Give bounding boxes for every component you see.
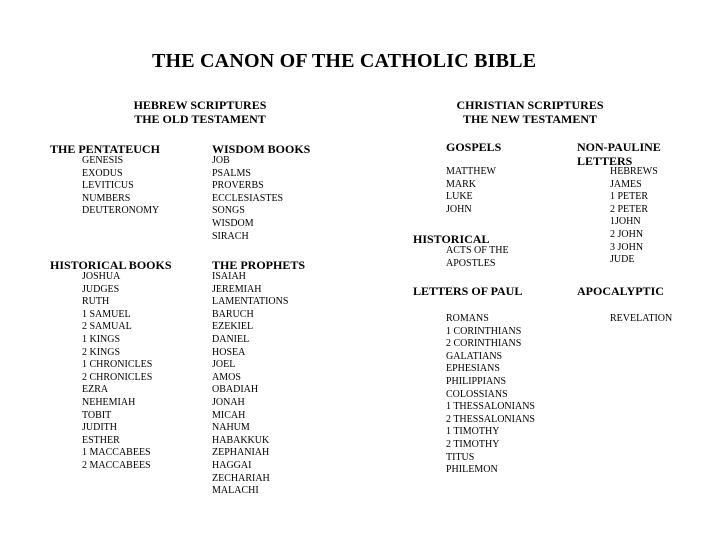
book-name: HABAKKUK	[212, 434, 270, 446]
book-name: NUMBERS	[82, 192, 131, 204]
book-name: 1 MACCABEES	[82, 447, 151, 459]
book-name: BARUCH	[212, 308, 254, 320]
book-name: LAMENTATIONS	[212, 296, 289, 308]
prophets-heading: THE PROPHETS	[212, 258, 306, 272]
book-name: LEVITICUS	[82, 180, 134, 192]
nt-historical-book-list	[446, 245, 509, 270]
wisdom-book-list	[212, 155, 283, 243]
book-name: JUDGES	[82, 283, 120, 295]
book-name: MICAH	[212, 409, 246, 421]
non-pauline-book-list	[610, 166, 658, 267]
pentateuch-heading: THE PENTATEUCH	[50, 142, 160, 156]
new-testament-heading-line-1: CHRISTIAN SCRIPTURES	[456, 98, 604, 112]
book-name: 1 PETER	[610, 191, 649, 203]
book-name: JONAH	[212, 396, 245, 408]
old-testament-heading-line-1: HEBREW SCRIPTURES	[133, 98, 267, 112]
book-name: AMOS	[212, 371, 241, 383]
book-name: 2 THESSALONIANS	[446, 413, 535, 425]
book-name: SONGS	[212, 205, 245, 217]
book-name: 3 JOHN	[610, 241, 644, 253]
book-name: JOSHUA	[82, 271, 121, 282]
book-name: 2 MACCABEES	[82, 459, 151, 471]
apocalyptic-heading: APOCALYPTIC	[577, 284, 664, 298]
book-name: REVELATION	[610, 313, 673, 324]
page-title: THE CANON OF THE CATHOLIC BIBLE	[152, 50, 537, 72]
book-name: EXODUS	[82, 167, 123, 179]
book-name: TOBIT	[82, 409, 112, 421]
book-name: 1 CHRONICLES	[82, 359, 153, 371]
book-name: ZECHARIAH	[212, 472, 270, 484]
book-name: 2 TIMOTHY	[446, 438, 500, 450]
book-name: ECCLESIASTES	[212, 192, 284, 204]
non-pauline-heading-line-1: NON-PAULINE	[577, 140, 661, 154]
book-name: JUDITH	[82, 422, 117, 434]
book-name: 1JOHN	[610, 216, 641, 228]
book-name: JOHN	[446, 203, 472, 215]
book-name: APOSTLES	[446, 257, 496, 269]
book-name: COLOSSIANS	[446, 388, 508, 400]
historical-book-list	[82, 271, 152, 473]
book-name: DEUTERONOMY	[82, 205, 160, 217]
new-testament-heading	[448, 98, 612, 126]
book-name: 2 KINGS	[82, 346, 121, 358]
gospels-heading: GOSPELS	[446, 140, 502, 154]
book-name: 2 PETER	[610, 203, 649, 215]
pentateuch-book-list	[82, 155, 159, 218]
book-name: EZEKIEL	[212, 321, 254, 333]
nt-historical-heading: HISTORICAL	[413, 232, 490, 246]
book-name: HEBREWS	[610, 166, 658, 177]
book-name: 1 THESSALONIANS	[446, 401, 535, 413]
book-name: 2 CHRONICLES	[82, 371, 153, 383]
book-name: OBADIAH	[212, 384, 259, 396]
book-name: DANIEL	[212, 333, 250, 345]
book-name: NAHUM	[212, 422, 250, 434]
book-name: PHILEMON	[446, 464, 498, 476]
historical-books-heading: HISTORICAL BOOKS	[50, 258, 172, 272]
book-name: 2 CORINTHIANS	[446, 338, 522, 350]
book-name: JOEL	[212, 359, 236, 371]
book-name: MALACHI	[212, 485, 259, 497]
book-name: 1 SAMUEL	[82, 308, 131, 320]
book-name: TITUS	[446, 451, 475, 463]
book-name: NEHEMIAH	[82, 396, 136, 408]
wisdom-books-heading: WISDOM BOOKS	[212, 142, 311, 156]
book-name: HOSEA	[212, 346, 246, 358]
non-pauline-heading-line-2: LETTERS	[577, 154, 633, 168]
book-name: HAGGAI	[212, 459, 252, 471]
book-name: JEREMIAH	[212, 283, 262, 295]
book-name: PHILIPPIANS	[446, 375, 507, 387]
book-name: GALATIANS	[446, 350, 503, 362]
book-name: 2 JOHN	[610, 228, 644, 240]
book-name: EPHESIANS	[446, 363, 500, 375]
non-pauline-heading	[577, 140, 661, 168]
book-name: MARK	[446, 178, 477, 190]
letters-of-paul-book-list	[446, 313, 535, 477]
book-name: 1 TIMOTHY	[446, 426, 500, 438]
book-name: 2 SAMUAL	[82, 321, 132, 333]
letters-of-paul-heading: LETTERS OF PAUL	[413, 284, 523, 298]
old-testament-heading-line-2: THE OLD TESTAMENT	[134, 112, 266, 126]
book-name: SIRACH	[212, 230, 249, 242]
book-name: GENESIS	[82, 155, 124, 166]
book-name: ROMANS	[446, 313, 489, 324]
book-name: PSALMS	[212, 167, 251, 179]
new-testament-heading-line-2: THE NEW TESTAMENT	[462, 112, 598, 126]
apocalyptic-book-list	[610, 313, 672, 326]
book-name: ISAIAH	[212, 271, 246, 282]
book-name: ESTHER	[82, 434, 120, 446]
book-name: RUTH	[82, 296, 110, 308]
book-name: 1 KINGS	[82, 333, 121, 345]
old-testament-heading	[120, 98, 280, 126]
book-name: 1 CORINTHIANS	[446, 325, 522, 337]
book-name: LUKE	[446, 191, 473, 203]
book-name: JAMES	[610, 178, 642, 190]
book-name: ACTS OF THE	[446, 245, 509, 256]
book-name: JUDE	[610, 254, 635, 266]
book-name: WISDOM	[212, 217, 254, 229]
book-name: ZEPHANIAH	[212, 447, 270, 459]
book-name: MATTHEW	[446, 166, 496, 177]
book-name: PROVERBS	[212, 180, 264, 192]
book-name: EZRA	[82, 384, 109, 396]
gospels-book-list	[446, 166, 496, 216]
prophets-book-list	[212, 271, 288, 498]
book-name: JOB	[212, 155, 230, 166]
